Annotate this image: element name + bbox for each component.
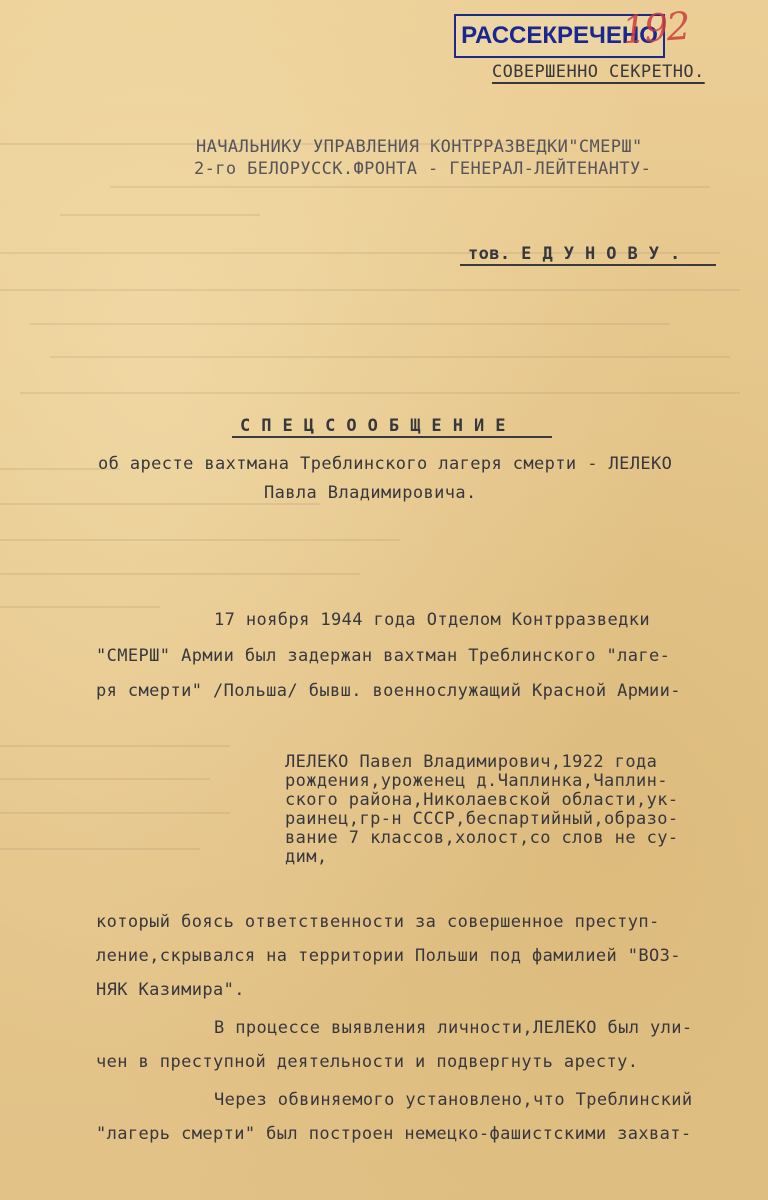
handwritten-page-number: 192 [620,3,690,53]
personal-line-2: рождения,уроженец д.Чаплинка,Чаплин- [285,771,668,791]
personal-line-5: вание 7 классов,холост,со слов не су- [285,828,679,848]
body-para1-line-2: "СМЕРШ" Армии был задержан вахтман Треблинского "лаге- [96,646,671,666]
body-para1-line-3: ря смерти" /Польша/ бывш. военнослужащий Красной Армии- [96,681,681,701]
body-para1-line-1: 17 ноября 1944 года Отделом Контрразведки [214,610,651,630]
body-para4-line-2: "лагерь смерти" был построен немецко-фашистскими захват- [96,1124,692,1144]
body-para2-line-3: НЯК Казимира". [96,980,245,1000]
body-para4-line-1: Через обвиняемого установлено,что Треблинский [214,1090,693,1110]
personal-line-3: ского района,Николаевской области,ук- [285,790,679,810]
heading-underline [232,436,552,438]
personal-line-4: раинец,гр-н СССР,беспартийный,образо- [285,809,679,829]
classification-label: СОВЕРШЕННО СЕКРЕТНО. [492,62,705,82]
subtitle-line-2: Павла Владимировича. [264,483,477,503]
addressee-underline [460,264,716,266]
body-para3-line-1: В процессе выявления личности,ЛЕЛЕКО был ули- [214,1018,693,1038]
personal-line-1: ЛЕЛЕКО Павел Владимирович,1922 года [285,752,658,772]
personal-line-6: дим, [285,847,328,867]
addressee-line-1: НАЧАЛЬНИКУ УПРАВЛЕНИЯ КОНТРРАЗВЕДКИ"СМЕРШ" [196,137,643,157]
subtitle-line-1: об аресте вахтмана Треблинского лагеря смерти - ЛЕЛЕКО [98,454,673,474]
body-para2-line-1: который боясь ответственности за совершенное преступ- [96,912,660,932]
document-heading: С П Е Ц С О О Б Щ Е Н И Е [240,416,506,436]
stamp-label: РАССЕКРЕЧЕНО [461,22,658,49]
addressee-line-2: 2-го БЕЛОРУССК.ФРОНТА - ГЕНЕРАЛ-ЛЕЙТЕНАНТУ- [194,159,652,179]
body-para2-line-2: ление,скрывался на территории Польши под фамилией "ВОЗ- [96,946,681,966]
body-para3-line-2: чен в преступной деятельности и подвергнуть аресту. [96,1052,639,1072]
addressee-name: тов. Е Д У Н О В У . [468,244,681,264]
